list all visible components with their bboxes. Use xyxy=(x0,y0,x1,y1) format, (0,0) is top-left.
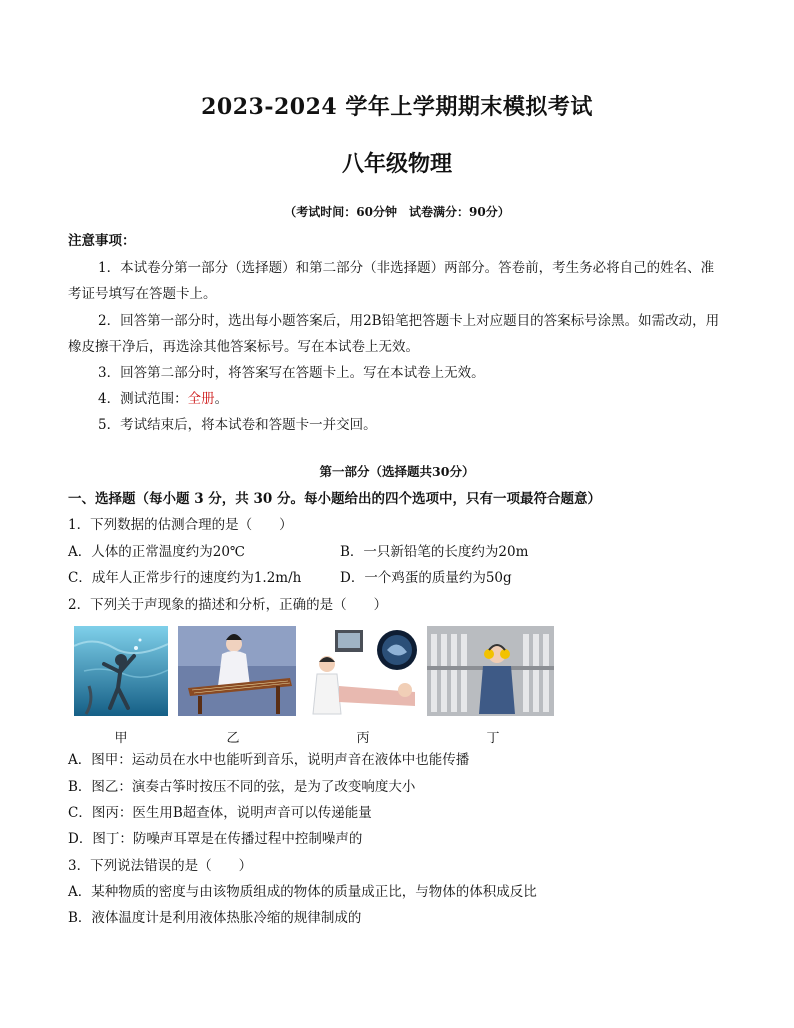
q1-option-c: C．成年人正常步行的速度约为1.2m/h xyxy=(68,570,302,586)
q2-option-c: C．图丙：医生用B超查体，说明声音可以传递能量 xyxy=(68,805,372,821)
q1-option-d: D．一个鸡蛋的质量约为50g xyxy=(340,570,512,586)
q3-stem: 3．下列说法错误的是（ ） xyxy=(68,858,253,874)
note-3: 3．回答第二部分时，将答案写在答题卡上。写在本试卷上无效。 xyxy=(98,365,485,381)
exam-subtitle: 八年级物理 xyxy=(341,151,452,177)
section-1-heading: 一、选择题（每小题 3 分，共 30 分。每小题给出的四个选项中，只有一项最符合题意） xyxy=(68,491,601,507)
note-1-line-2: 考证号填写在答题卡上。 xyxy=(68,286,217,302)
note-4-end: 。 xyxy=(214,391,229,407)
q2-option-a: A．图甲：运动员在水中也能听到音乐，说明声音在液体中也能传播 xyxy=(68,752,470,768)
note-4 xyxy=(98,389,228,409)
note-4-scope: 全册 xyxy=(187,391,215,407)
note-1-line-1: 1．本试卷分第一部分（选择题）和第二部分（非选择题）两部分。答卷前，考生务必将自己的姓名、准 xyxy=(98,260,715,276)
photo-caption-ding: 丁 xyxy=(486,731,500,746)
photo-ultrasound-doctor xyxy=(305,626,418,716)
photo-caption-bing: 丙 xyxy=(356,731,370,746)
photo-caption-yi: 乙 xyxy=(226,731,240,746)
photo-caption-jia: 甲 xyxy=(114,731,128,746)
q3-option-b: B．液体温度计是利用液体热胀冷缩的规律制成的 xyxy=(68,910,362,926)
exam-info: （考试时间：60分钟 试卷满分：90分） xyxy=(284,205,510,219)
q2-stem: 2．下列关于声现象的描述和分析，正确的是（ ） xyxy=(68,597,388,613)
q2-option-b: B．图乙：演奏古筝时按压不同的弦，是为了改变响度大小 xyxy=(68,779,416,795)
q1-option-a: A．人体的正常温度约为20℃ xyxy=(68,544,246,560)
photo-underwater-diver xyxy=(74,626,168,716)
notes-heading: 注意事项： xyxy=(68,233,136,249)
q1-stem: 1．下列数据的估测合理的是（ ） xyxy=(68,517,293,533)
q2-option-d: D．图丁：防噪声耳罩是在传播过程中控制噪声的 xyxy=(68,831,363,847)
q1-option-b: B．一只新铅笔的长度约为20m xyxy=(340,544,529,560)
note-2-line-1: 2．回答第一部分时，选出每小题答案后，用2B铅笔把答题卡上对应题目的答案标号涂黑。如需改动，用 xyxy=(98,313,720,329)
exam-title: 2023-2024 学年上学期期末模拟考试 xyxy=(201,94,593,120)
photo-guzheng-player xyxy=(178,626,296,716)
part1-heading: 第一部分（选择题共30分） xyxy=(319,464,475,479)
note-5: 5．考试结束后，将本试卷和答题卡一并交回。 xyxy=(98,417,377,433)
note-2-line-2: 橡皮擦干净后，再选涂其他答案标号。写在本试卷上无效。 xyxy=(68,339,419,355)
q3-option-a: A．某种物质的密度与由该物质组成的物体的质量成正比，与物体的体积成反比 xyxy=(68,884,537,900)
note-4-label: 4．测试范围： xyxy=(98,391,188,407)
photo-factory-earmuffs xyxy=(427,626,554,716)
